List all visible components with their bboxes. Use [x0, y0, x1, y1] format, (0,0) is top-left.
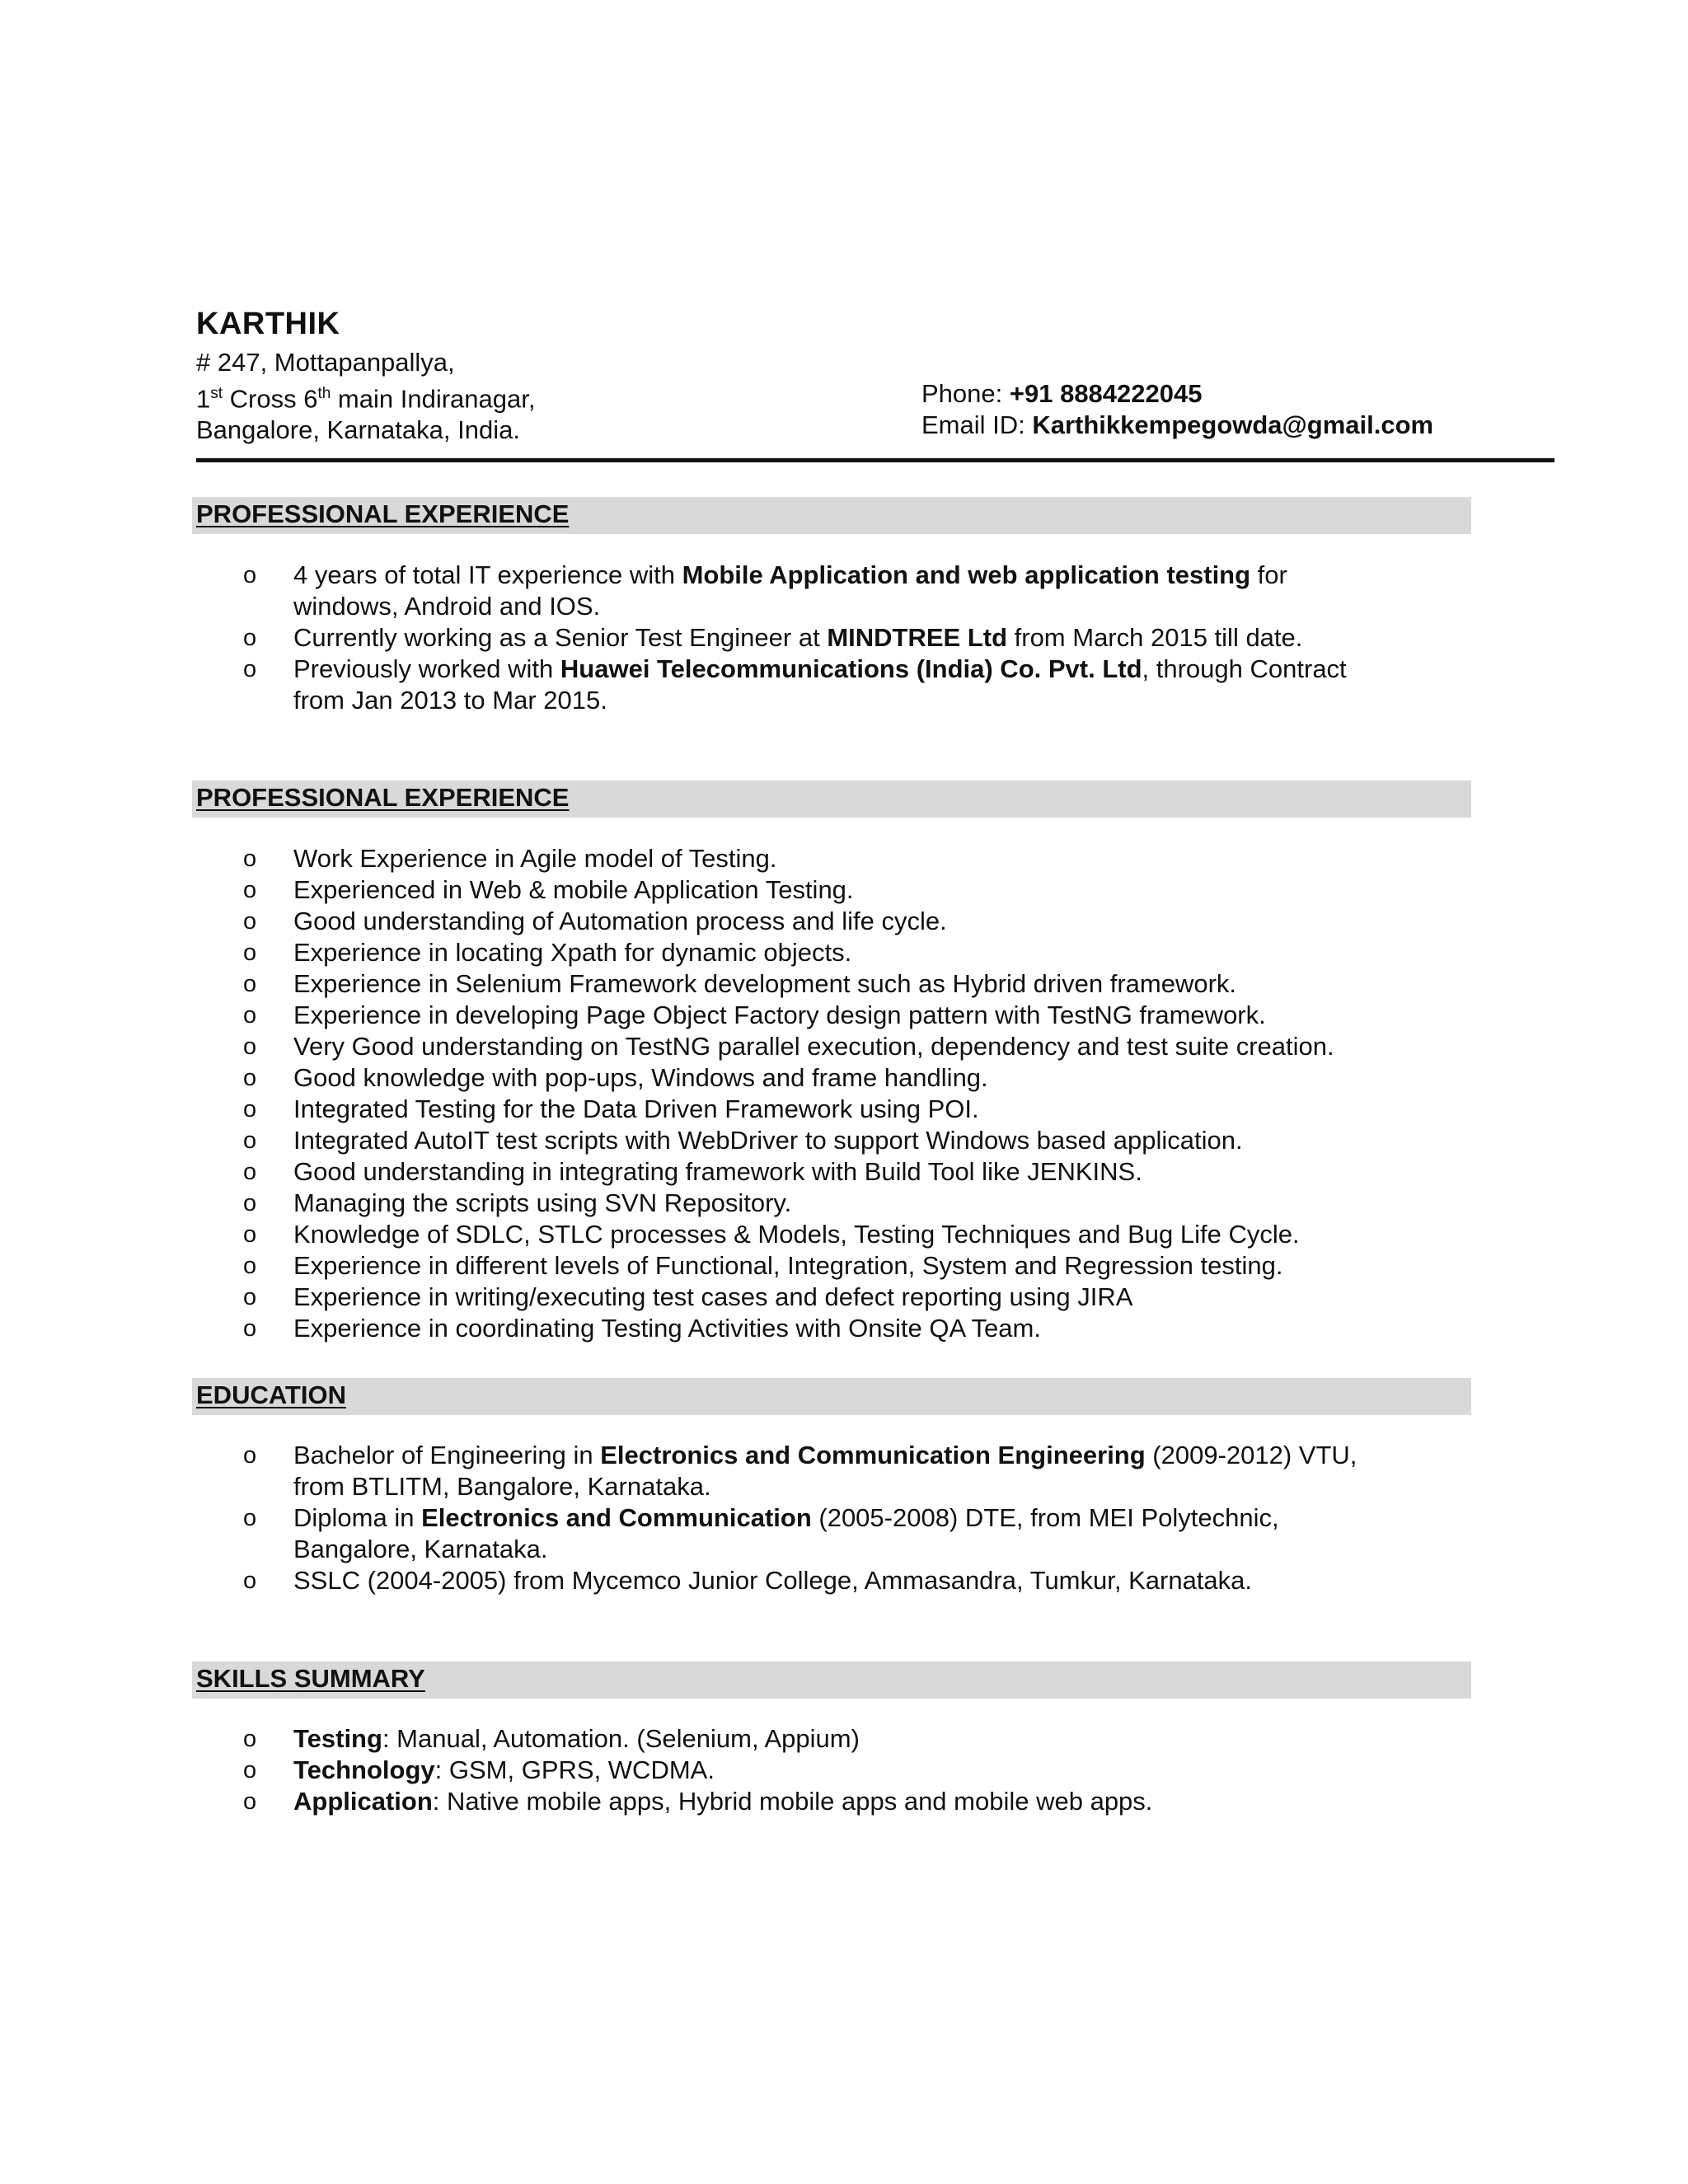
- bullet-icon: o: [243, 1315, 257, 1342]
- bullet-icon: o: [243, 656, 257, 682]
- phone-line: [921, 378, 1433, 410]
- summary-item: o Previously worked with Huawei Telecommunications (India) Co. Pvt. Ltd, through Contract from Jan 2013 to Mar 2015.: [243, 654, 1347, 715]
- experience-item: o Integrated Testing for the Data Driven Framework using POI.: [243, 1094, 979, 1123]
- experience-item: o Experience in different levels of Functional, Integration, System and Regression testing.: [243, 1251, 1283, 1280]
- bullet-icon: o: [243, 1568, 257, 1594]
- bullet-icon: o: [243, 1002, 257, 1029]
- experience-list: [196, 843, 1482, 1344]
- experience-item: o Experience in writing/executing test cases and defect reporting using JIRA: [243, 1282, 1133, 1311]
- skills-list: [196, 1723, 1482, 1817]
- bullet-icon: o: [243, 1788, 257, 1815]
- bullet-icon: o: [243, 971, 257, 997]
- email-address: Karthikkempegowda@gmail.com: [1032, 410, 1434, 439]
- bullet-icon: o: [243, 1127, 257, 1154]
- section-header-experience: PROFESSIONAL EXPERIENCE: [192, 780, 1471, 818]
- bullet-icon: o: [243, 1221, 257, 1248]
- section-header-skills: SKILLS SUMMARY: [192, 1661, 1471, 1699]
- bullet-icon: o: [243, 1159, 257, 1185]
- experience-item: o Very Good understanding on TestNG parallel execution, dependency and test suite creation.: [243, 1032, 1334, 1061]
- email-line: [921, 410, 1433, 441]
- bullet-icon: o: [243, 877, 257, 903]
- bullet-icon: o: [243, 908, 257, 935]
- bullet-icon: o: [243, 1096, 257, 1122]
- bullet-icon: o: [243, 1726, 257, 1752]
- bullet-icon: o: [243, 1505, 257, 1531]
- skill-item: o Testing: Manual, Automation. (Selenium, Appium): [243, 1724, 860, 1753]
- address-block: [196, 347, 535, 446]
- bullet-icon: o: [243, 1253, 257, 1279]
- experience-item: o Good knowledge with pop-ups, Windows and frame handling.: [243, 1063, 988, 1092]
- experience-item: o Good understanding in integrating framework with Build Tool like JENKINS.: [243, 1157, 1142, 1186]
- bullet-icon: o: [243, 940, 257, 966]
- experience-item: o Knowledge of SDLC, STLC processes & Models, Testing Techniques and Bug Life Cycle.: [243, 1220, 1300, 1249]
- bullet-icon: o: [243, 846, 257, 872]
- bullet-icon: o: [243, 1757, 257, 1783]
- section-header-education: EDUCATION: [192, 1378, 1471, 1415]
- bullet-icon: o: [243, 1033, 257, 1060]
- address-line-3: Bangalore, Karnataka, India.: [196, 415, 520, 445]
- experience-item: o Managing the scripts using SVN Repository.: [243, 1188, 792, 1217]
- contact-block: [921, 378, 1433, 441]
- education-list: [196, 1440, 1482, 1596]
- education-item: o Bachelor of Engineering in Electronics and Communication Engineering (2009-2012) VTU, from BTLITM, Bangalore, Karnataka.: [243, 1441, 1357, 1501]
- bullet-icon: o: [243, 1190, 257, 1216]
- experience-item: o Good understanding of Automation process and life cycle.: [243, 907, 947, 935]
- bullet-icon: o: [243, 1284, 257, 1310]
- bullet-icon: o: [243, 1442, 257, 1469]
- experience-item: o Experience in coordinating Testing Activities with Onsite QA Team.: [243, 1314, 1041, 1343]
- address-line-1: # 247, Mottapanpallya,: [196, 348, 455, 377]
- experience-item: o Experience in locating Xpath for dynamic objects.: [243, 938, 852, 967]
- experience-item: o Work Experience in Agile model of Testing.: [243, 844, 777, 873]
- phone-number: +91 8884222045: [1009, 379, 1203, 408]
- education-item: o SSLC (2004-2005) from Mycemco Junior College, Ammasandra, Tumkur, Karnataka.: [243, 1566, 1253, 1595]
- candidate-name: KARTHIK: [196, 307, 340, 341]
- summary-item: o 4 years of total IT experience with Mobile Application and web application testing for windows, Android and IOS.: [243, 560, 1287, 621]
- skill-item: o Technology: GSM, GPRS, WCDMA.: [243, 1755, 715, 1784]
- phone-label: Phone:: [921, 379, 1010, 408]
- email-label: Email ID:: [921, 410, 1033, 439]
- header-divider: [196, 458, 1554, 462]
- bullet-icon: o: [243, 1065, 257, 1091]
- bullet-icon: o: [243, 562, 257, 588]
- summary-item: o Currently working as a Senior Test Engineer at MINDTREE Ltd from March 2015 till date.: [243, 623, 1303, 652]
- experience-item: o Integrated AutoIT test scripts with WebDriver to support Windows based application.: [243, 1126, 1243, 1155]
- experience-item: o Experience in developing Page Object Factory design pattern with TestNG framework.: [243, 1001, 1266, 1029]
- summary-list: [196, 560, 1482, 716]
- skill-item: o Application: Native mobile apps, Hybrid mobile apps and mobile web apps.: [243, 1787, 1153, 1816]
- section-header-summary: PROFESSIONAL EXPERIENCE: [192, 497, 1471, 534]
- address-line-2: 1st Cross 6th main Indiranagar,: [196, 384, 536, 414]
- experience-item: o Experience in Selenium Framework development such as Hybrid driven framework.: [243, 969, 1237, 998]
- education-item: o Diploma in Electronics and Communication (2005-2008) DTE, from MEI Polytechnic, Bangalore, Karnataka.: [243, 1503, 1279, 1563]
- experience-item: o Experienced in Web & mobile Application Testing.: [243, 875, 854, 904]
- bullet-icon: o: [243, 625, 257, 651]
